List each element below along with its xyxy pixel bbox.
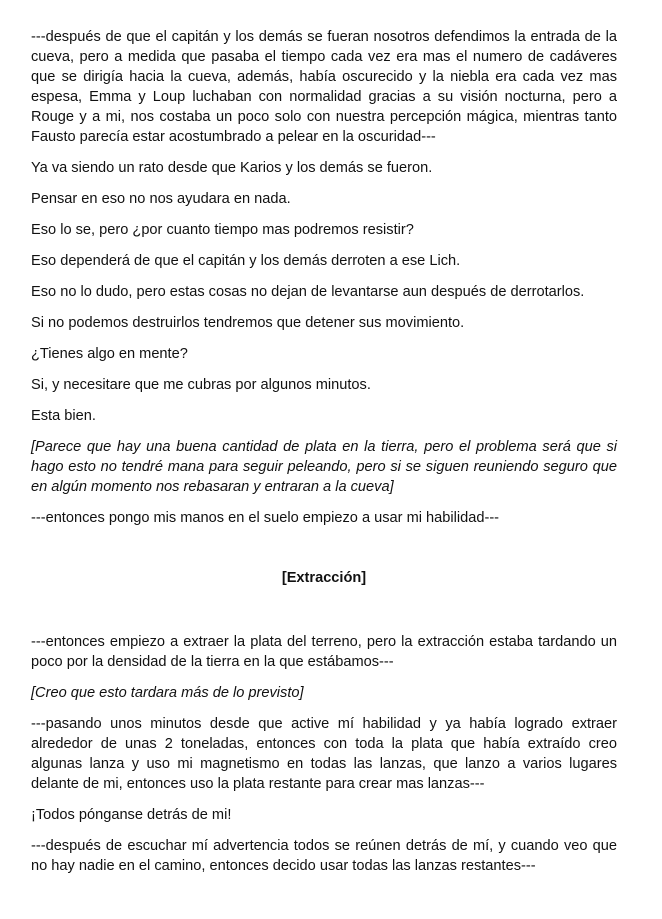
dialogue-line: ¿Tienes algo en mente? [31, 346, 188, 362]
thought-paragraph: [Creo que esto tardara más de lo previsto] [31, 685, 304, 701]
dialogue-line: Eso lo se, pero ¿por cuanto tiempo mas podremos resistir? [31, 222, 414, 238]
narration-paragraph: ---entonces empiezo a extraer la plata del terreno, pero la extracción estaba tardando un poco por la densidad de la tierra en la que estábamos--- [31, 634, 617, 670]
thought-paragraph: [Parece que hay una buena cantidad de plata en la tierra, pero el problema será que si hago esto no tendré mana para seguir peleando, pero si se siguen reuniendo seguro que en algún momento nos rebasaran y entraran a la cueva] [31, 439, 617, 495]
narration-paragraph: ---pasando unos minutos desde que active mí habilidad y ya había logrado extraer alrededor de unas 2 toneladas, entonces con toda la plata que había extraído creo algunas lanza y uso mi magnetismo en todas las lanzas, que lanzo a varios lugares delante de mi, entonces uso la plata restante para crear mas lanzas--- [31, 716, 617, 792]
dialogue-line: Pensar en eso no nos ayudara en nada. [31, 191, 291, 207]
document-page [31, 27, 617, 887]
dialogue-line: Esta bien. [31, 408, 96, 424]
dialogue-line: Si, y necesitare que me cubras por algunos minutos. [31, 377, 371, 393]
dialogue-line: Si no podemos destruirlos tendremos que detener sus movimiento. [31, 315, 465, 331]
dialogue-line: ¡Todos pónganse detrás de mi! [31, 807, 232, 823]
skill-heading: [Extracción] [281, 570, 367, 586]
narration-paragraph: ---después de que el capitán y los demás se fueran nosotros defendimos la entrada de la cueva, pero a medida que pasaba el tiempo cada vez era mas el numero de cadáveres que se dirigía hacia la cueva, además, había oscurecido y la niebla era cada vez mas espesa, Emma y Loup luchaban con normalidad gracias a su visión nocturna, pero a Rouge y a mi, nos costaba un poco solo con nuestra percepción mágica, mientras tanto Fausto parecía estar acostumbrado a pelear en la oscuridad--- [31, 29, 617, 145]
narration-paragraph: ---después de escuchar mí advertencia todos se reúnen detrás de mí, y cuando veo que no hay nadie en el camino, entonces decido usar todas las lanzas restantes--- [31, 838, 617, 874]
narration-paragraph: ---entonces pongo mis manos en el suelo empiezo a usar mi habilidad--- [31, 510, 500, 526]
dialogue-line: Ya va siendo un rato desde que Karios y los demás se fueron. [31, 160, 433, 176]
dialogue-line: Eso dependerá de que el capitán y los demás derroten a ese Lich. [31, 253, 461, 269]
dialogue-line: Eso no lo dudo, pero estas cosas no dejan de levantarse aun después de derrotarlos. [31, 284, 585, 300]
